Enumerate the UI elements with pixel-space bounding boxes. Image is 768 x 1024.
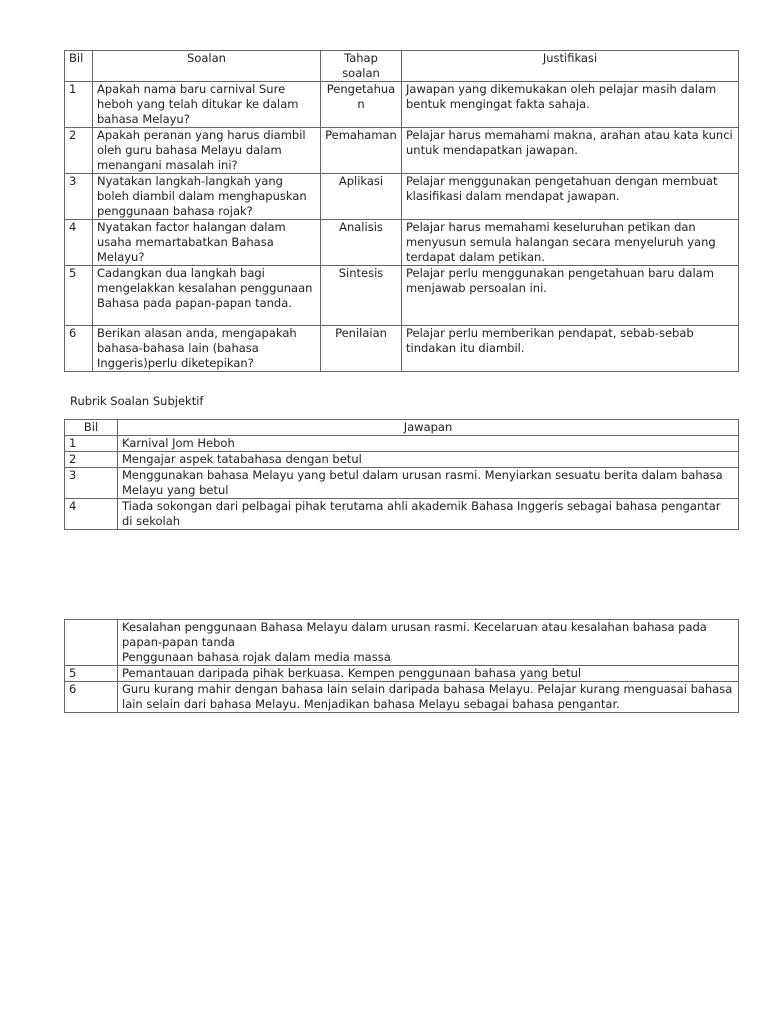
table-row xyxy=(65,128,739,174)
jawapan-line: Kesalahan penggunaan Bahasa Melayu dalam urusan rasmi. Kecelaruan atau kesalahan bahasa pada papan-papan tanda xyxy=(122,620,707,649)
bil-cell: 2 xyxy=(65,128,93,174)
soalan-cell: Cadangkan dua langkah bagi mengelakkan kesalahan penggunaan Bahasa pada papan-papan tanda. xyxy=(93,266,321,326)
bil-cell: 4 xyxy=(65,499,118,530)
tahap-cell: Analisis xyxy=(321,220,402,266)
bil-cell: 2 xyxy=(65,452,118,468)
tahap-cell: Penilaian xyxy=(321,326,402,372)
justifikasi-cell: Pelajar perlu memberikan pendapat, sebab-sebab tindakan itu diambil. xyxy=(402,326,739,372)
soalan-cell: Berikan alasan anda, mengapakah bahasa-bahasa lain (bahasa Inggeris)perlu diketepikan? xyxy=(93,326,321,372)
table-row xyxy=(65,82,739,128)
table-row xyxy=(65,620,739,666)
header-soalan: Soalan xyxy=(93,51,321,82)
bil-cell: 3 xyxy=(65,174,93,220)
table-header-row xyxy=(65,51,739,82)
justifikasi-cell: Pelajar harus memahami makna, arahan atau kata kunci untuk mendapatkan jawapan. xyxy=(402,128,739,174)
bil-cell: 5 xyxy=(65,666,118,682)
jawapan-cell: Guru kurang mahir dengan bahasa lain selain daripada bahasa Melayu. Pelajar kurang menguasai bahasa lain selain dari bahasa Melayu. Menjadikan bahasa Melayu sebagai bahasa pengantar. xyxy=(118,682,739,713)
table-row xyxy=(65,682,739,713)
header-jawapan: Jawapan xyxy=(118,420,739,436)
table-row xyxy=(65,174,739,220)
rubrik-heading: Rubrik Soalan Subjektif xyxy=(70,394,204,408)
bil-cell: 1 xyxy=(65,82,93,128)
jawapan-cell: Tiada sokongan dari pelbagai pihak terutama ahli akademik Bahasa Inggeris sebagai bahasa pengantar di sekolah xyxy=(118,499,739,530)
justifikasi-cell: Jawapan yang dikemukakan oleh pelajar masih dalam bentuk mengingat fakta sahaja. xyxy=(402,82,739,128)
table-row xyxy=(65,436,739,452)
tahap-cell: Pengetahuan xyxy=(321,82,402,128)
table-row xyxy=(65,452,739,468)
bil-cell: 3 xyxy=(65,468,118,499)
justifikasi-cell: Pelajar harus memahami keseluruhan petikan dan menyusun semula halangan secara menyeluruh yang terdapat dalam petikan. xyxy=(402,220,739,266)
bil-cell: 6 xyxy=(65,326,93,372)
table-row xyxy=(65,266,739,326)
header-bil: Bil xyxy=(65,420,118,436)
table-row xyxy=(65,468,739,499)
soalan-cell: Nyatakan factor halangan dalam usaha memartabatkan Bahasa Melayu? xyxy=(93,220,321,266)
header-justifikasi: Justifikasi xyxy=(402,51,739,82)
bil-cell xyxy=(65,620,118,666)
question-analysis-table xyxy=(64,50,739,372)
rubrik-answer-table xyxy=(64,419,739,530)
rubrik-answer-table-continued xyxy=(64,619,739,713)
table-row xyxy=(65,499,739,530)
tahap-cell: Aplikasi xyxy=(321,174,402,220)
bil-cell: 4 xyxy=(65,220,93,266)
soalan-cell: Nyatakan langkah-langkah yang boleh diambil dalam menghapuskan penggunaan bahasa rojak? xyxy=(93,174,321,220)
justifikasi-cell: Pelajar perlu menggunakan pengetahuan baru dalam menjawab persoalan ini. xyxy=(402,266,739,326)
table-row xyxy=(65,220,739,266)
tahap-cell: Sintesis xyxy=(321,266,402,326)
bil-cell: 1 xyxy=(65,436,118,452)
bil-cell: 5 xyxy=(65,266,93,326)
justifikasi-cell: Pelajar menggunakan pengetahuan dengan membuat klasifikasi dalam mendapat jawapan. xyxy=(402,174,739,220)
jawapan-cell: Pemantauan daripada pihak berkuasa. Kempen penggunaan bahasa yang betul xyxy=(118,666,739,682)
bil-cell: 6 xyxy=(65,682,118,713)
jawapan-cell xyxy=(118,620,739,666)
header-bil: Bil xyxy=(65,51,93,82)
jawapan-line: Penggunaan bahasa rojak dalam media massa xyxy=(122,650,391,664)
soalan-cell: Apakah nama baru carnival Sure heboh yang telah ditukar ke dalam bahasa Melayu? xyxy=(93,82,321,128)
table-header-row xyxy=(65,420,739,436)
header-tahap-soalan: Tahap soalan xyxy=(321,51,402,82)
soalan-cell: Apakah peranan yang harus diambil oleh guru bahasa Melayu dalam menangani masalah ini? xyxy=(93,128,321,174)
table-row xyxy=(65,326,739,372)
table-row xyxy=(65,666,739,682)
tahap-cell: Pemahaman xyxy=(321,128,402,174)
jawapan-cell: Karnival Jom Heboh xyxy=(118,436,739,452)
jawapan-cell: Mengajar aspek tatabahasa dengan betul xyxy=(118,452,739,468)
jawapan-cell: Menggunakan bahasa Melayu yang betul dalam urusan rasmi. Menyiarkan sesuatu berita dalam bahasa Melayu yang betul xyxy=(118,468,739,499)
